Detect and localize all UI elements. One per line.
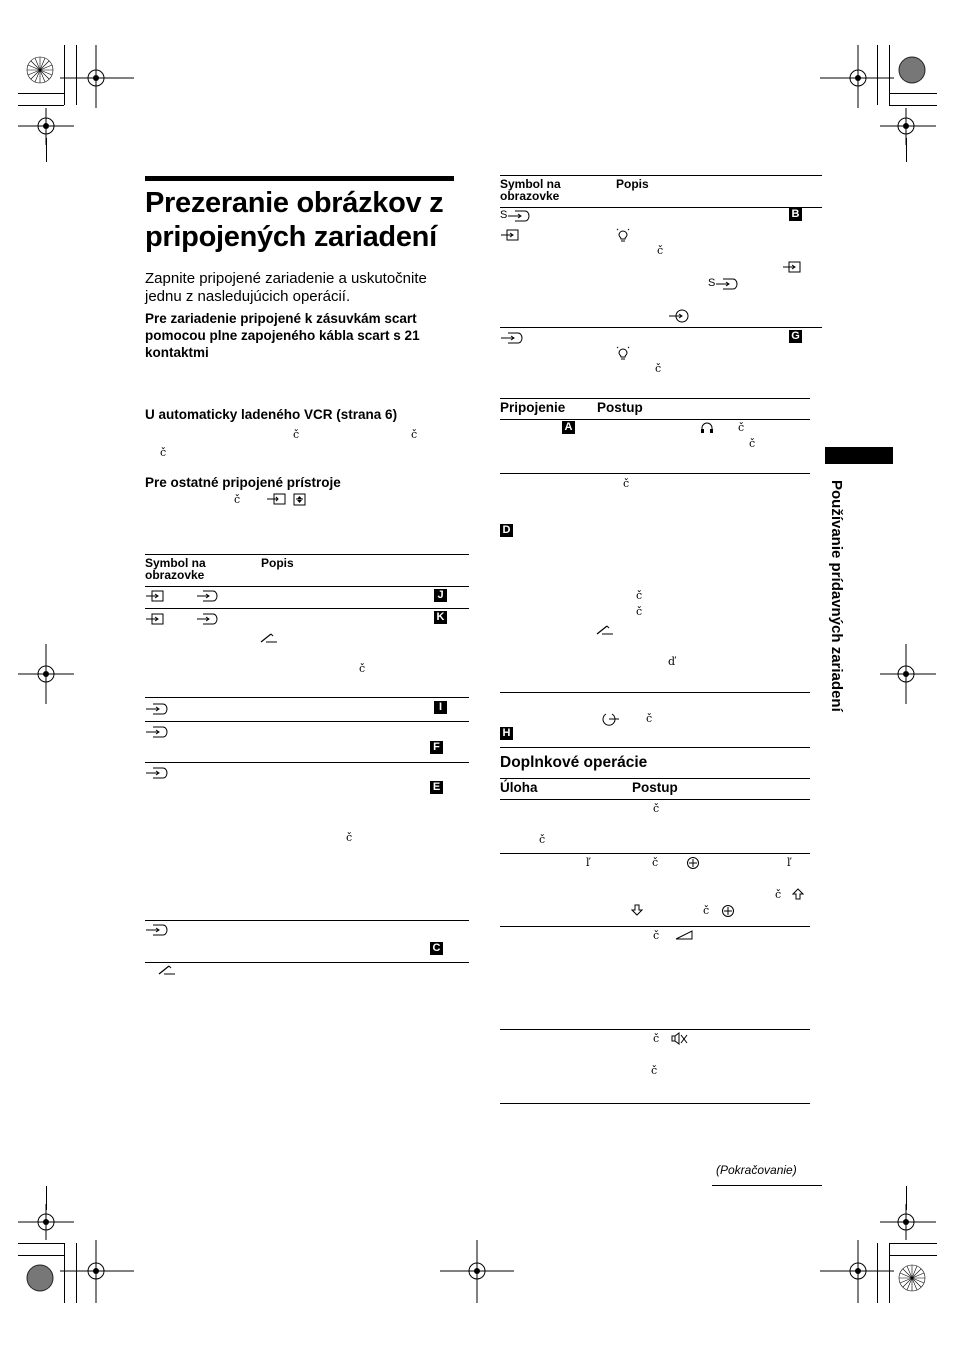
connection-badge-a: A bbox=[562, 421, 575, 434]
connection-badge-f: F bbox=[430, 741, 443, 754]
headphones-icon bbox=[700, 421, 714, 435]
crosshair-center-dots bbox=[43, 75, 909, 1274]
s-video-input-icon bbox=[507, 209, 533, 223]
av-input-icon bbox=[145, 589, 221, 603]
fragment-char: č bbox=[346, 831, 353, 844]
arrow-up-icon bbox=[792, 888, 804, 900]
grey-disc-icon bbox=[27, 1265, 53, 1291]
table-row-rule bbox=[145, 762, 469, 763]
section-tab-marker bbox=[825, 447, 893, 464]
fragment-char: č bbox=[160, 446, 167, 459]
page-title: Prezeranie obrázkov z pripojených zariadení bbox=[145, 187, 444, 253]
fragment-char: č bbox=[653, 1032, 660, 1045]
video-input-icon bbox=[782, 260, 804, 274]
table-row-rule bbox=[500, 926, 810, 927]
mute-icon bbox=[671, 1032, 689, 1046]
table-rule bbox=[500, 799, 810, 800]
fragment-char: č bbox=[653, 929, 660, 942]
power-standby-icon bbox=[596, 711, 622, 727]
fragment-char: č bbox=[653, 802, 660, 815]
scart-input-icon bbox=[145, 766, 171, 780]
connection-badge-j: J bbox=[434, 589, 447, 602]
fragment-char: č bbox=[657, 244, 664, 257]
video-input-round-icon bbox=[668, 308, 694, 324]
tip-lightbulb-icon bbox=[615, 344, 631, 362]
table-header-symbol: Symbol na obrazovke bbox=[500, 177, 561, 203]
av-input-icon bbox=[145, 612, 221, 626]
fragment-char: ľ bbox=[787, 856, 791, 869]
table-rule bbox=[145, 554, 469, 555]
s-video-prefix: S bbox=[500, 209, 508, 221]
fragment-char: č bbox=[749, 437, 756, 450]
table-row-rule bbox=[500, 692, 810, 693]
fragment-char: č bbox=[703, 904, 710, 917]
connection-badge-g: G bbox=[789, 330, 802, 343]
fragment-char: č bbox=[359, 662, 366, 675]
note-pencil-icon bbox=[595, 624, 615, 636]
table-rule bbox=[500, 207, 822, 208]
fragment-char: č bbox=[651, 1064, 658, 1077]
s-video-input-icon bbox=[715, 277, 741, 291]
table-rule bbox=[500, 419, 810, 420]
fragment-char: ď bbox=[668, 655, 676, 668]
table-rule bbox=[145, 962, 469, 963]
table-header-procedure: Postup bbox=[597, 400, 643, 415]
extra-operations-heading: Doplnkové operácie bbox=[500, 754, 648, 771]
scart-heading: Pre zariadenie pripojené k zásuvkám scart pomocou plne zapojeného kábla scart s 21 kontaktmi bbox=[145, 311, 420, 360]
video-input-icon bbox=[500, 228, 522, 242]
table-row-rule bbox=[145, 608, 469, 609]
fragment-char: č bbox=[411, 428, 418, 441]
fragment-char: ľ bbox=[586, 856, 590, 869]
intro-text: Zapnite pripojené zariadenie a uskutočnite jednu z nasledujúcich operácií. bbox=[145, 270, 427, 305]
other-devices-subheading: Pre ostatné pripojené prístroje bbox=[145, 475, 341, 490]
connection-badge-k: K bbox=[434, 611, 447, 624]
fragment-char: č bbox=[234, 493, 241, 506]
table-row-rule bbox=[145, 920, 469, 921]
ok-circle-icon bbox=[686, 856, 700, 870]
table-row-rule bbox=[500, 1029, 810, 1030]
fragment-char: č bbox=[646, 712, 653, 725]
fragment-char: č bbox=[623, 477, 630, 490]
connection-badge-h: H bbox=[500, 727, 513, 740]
table-rule bbox=[145, 586, 469, 587]
table-header-connection: Pripojenie bbox=[500, 400, 566, 415]
fragment-char: č bbox=[636, 605, 643, 618]
grey-disc-icon bbox=[899, 57, 925, 83]
table-header-task: Úloha bbox=[500, 780, 538, 795]
table-header-symbol: Symbol na obrazovke bbox=[145, 556, 206, 582]
fragment-char: č bbox=[775, 888, 782, 901]
table-header-description: Popis bbox=[616, 177, 649, 191]
scart-input-icon bbox=[500, 331, 526, 345]
connection-badge-i: I bbox=[434, 701, 447, 714]
connection-badge-e: E bbox=[430, 781, 443, 794]
fragment-char: č bbox=[652, 856, 659, 869]
connection-badge-b: B bbox=[789, 208, 802, 221]
ok-circle-icon bbox=[721, 904, 735, 918]
table-header-description: Popis bbox=[261, 556, 294, 570]
scart-input-icon bbox=[145, 702, 171, 716]
note-pencil-icon bbox=[157, 964, 177, 976]
scart-input-icon bbox=[145, 923, 171, 937]
table-rule bbox=[500, 1103, 810, 1104]
volume-wedge-icon bbox=[674, 929, 694, 941]
table-rule bbox=[500, 747, 810, 748]
scart-input-icon bbox=[145, 725, 171, 739]
connection-badge-c: C bbox=[430, 942, 443, 955]
table-row-rule bbox=[500, 853, 810, 854]
fragment-char: č bbox=[293, 428, 300, 441]
table-row-rule bbox=[500, 473, 810, 474]
continued-label: (Pokračovanie) bbox=[716, 1163, 797, 1177]
tip-lightbulb-icon bbox=[615, 226, 631, 244]
table-rule bbox=[500, 778, 810, 779]
title-rule bbox=[145, 176, 454, 181]
connection-badge-d: D bbox=[500, 524, 513, 537]
table-row-rule bbox=[145, 721, 469, 722]
section-side-title: Používanie prídavných zariadení bbox=[828, 480, 845, 712]
fragment-char: č bbox=[539, 833, 546, 846]
fragment-char: č bbox=[655, 362, 662, 375]
table-row-rule bbox=[145, 697, 469, 698]
table-row-rule bbox=[500, 327, 822, 328]
table-header-procedure: Postup bbox=[632, 780, 678, 795]
table-rule bbox=[500, 398, 810, 399]
vcr-subheading: U automaticky ladeného VCR (strana 6) bbox=[145, 407, 398, 422]
fragment-char: č bbox=[636, 589, 643, 602]
input-select-icons bbox=[266, 493, 310, 507]
continued-rule bbox=[712, 1185, 822, 1186]
arrow-down-icon bbox=[631, 904, 643, 916]
note-pencil-icon bbox=[259, 632, 279, 644]
table-rule bbox=[500, 175, 822, 176]
s-video-prefix: S bbox=[708, 277, 716, 289]
fragment-char: č bbox=[738, 421, 745, 434]
